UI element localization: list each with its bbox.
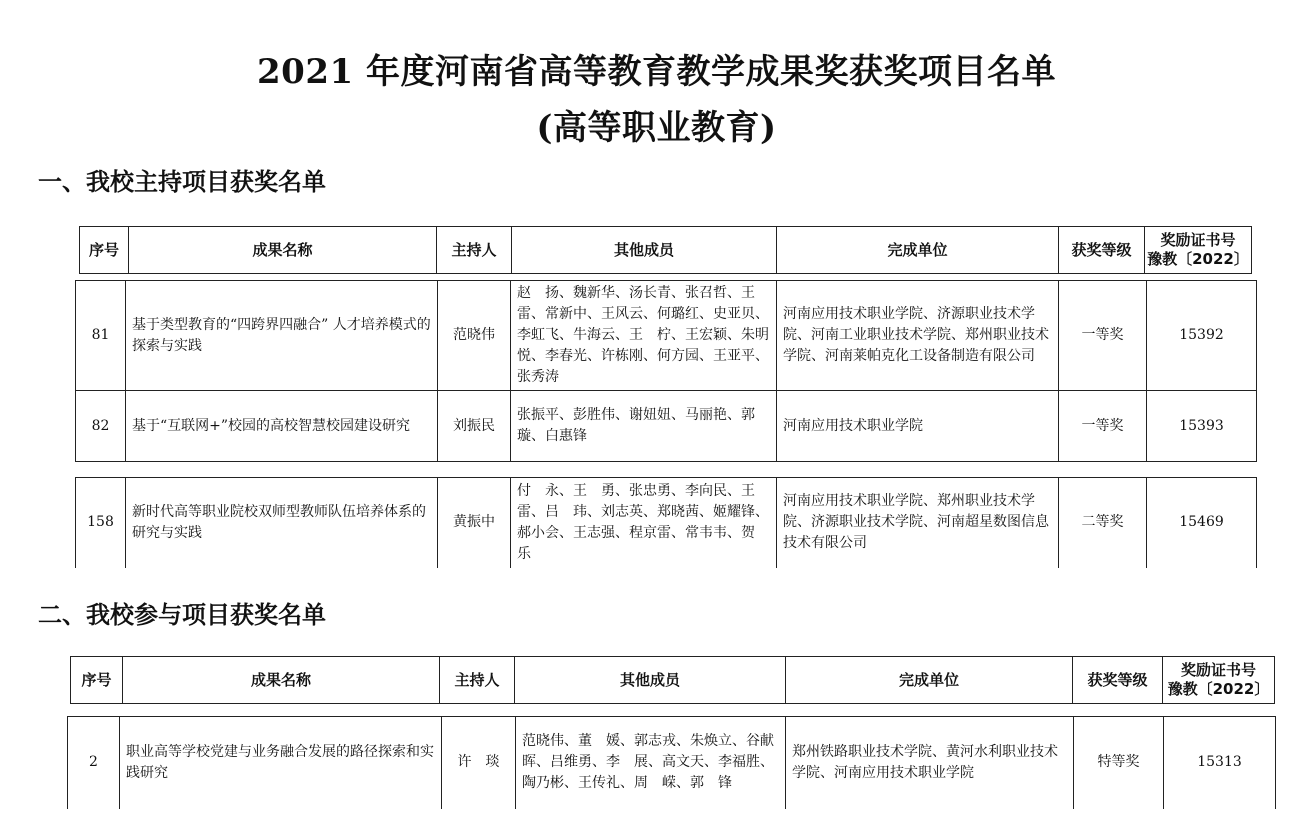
col-header-level: 获奖等级 xyxy=(1073,657,1163,704)
row-level: 一等奖 xyxy=(1059,281,1147,391)
col-header-host: 主持人 xyxy=(437,227,512,274)
col-header-cert-line2: 豫教〔2022〕 xyxy=(1167,680,1270,698)
row-members: 赵 扬、魏新华、汤长青、张召哲、王 雷、常新中、王风云、何璐红、史亚贝、李虹飞、牛海云、王 柠、王宏颖、朱明悦、李春光、许栋刚、何方园、王亚平、张秀涛 xyxy=(511,281,777,391)
row-cert: 15313 xyxy=(1164,717,1276,809)
col-header-unit: 完成单位 xyxy=(777,227,1059,274)
row-members: 范晓伟、董 媛、郭志戎、朱焕立、谷献晖、吕维勇、李 展、高文天、李福胜、陶乃彬、王传礼、周 嵘、郭 锋 xyxy=(516,717,786,809)
row-unit: 郑州铁路职业技术学院、黄河水利职业技术学院、河南应用技术职业学院 xyxy=(786,717,1074,809)
table-row xyxy=(76,391,1257,462)
page-subtitle: (高等职业教育) xyxy=(536,108,777,148)
section1-header-table xyxy=(79,226,1252,274)
row-cert: 15393 xyxy=(1147,391,1257,462)
table-row xyxy=(68,717,1276,809)
section2-header-table xyxy=(70,656,1275,704)
section1-heading: 一、我校主持项目获奖名单 xyxy=(38,167,326,196)
row-index: 2 xyxy=(68,717,120,809)
table-row xyxy=(76,478,1257,568)
row-host: 黄振中 xyxy=(438,478,511,568)
row-members: 付 永、王 勇、张忠勇、李向民、王 雷、吕 玮、刘志英、郑晓茜、姬耀锋、郝小会、王志强、程京雷、常韦韦、贺 乐 xyxy=(511,478,777,568)
section2-table-block xyxy=(67,716,1276,809)
row-host: 刘振民 xyxy=(438,391,511,462)
section2-heading: 二、我校参与项目获奖名单 xyxy=(38,600,326,629)
col-header-members: 其他成员 xyxy=(512,227,777,274)
row-unit: 河南应用技术职业学院、郑州职业技术学院、济源职业技术学院、河南超星数图信息技术有限公司 xyxy=(777,478,1059,568)
row-level: 二等奖 xyxy=(1059,478,1147,568)
col-header-cert-line1: 奖励证书号 xyxy=(1180,661,1256,679)
row-level: 一等奖 xyxy=(1059,391,1147,462)
col-header-unit: 完成单位 xyxy=(786,657,1073,704)
col-header-level: 获奖等级 xyxy=(1059,227,1145,274)
col-header-name: 成果名称 xyxy=(129,227,437,274)
section1-table-block-2 xyxy=(75,477,1257,568)
col-header-cert-line2: 豫教〔2022〕 xyxy=(1147,250,1249,268)
col-header-index: 序号 xyxy=(71,657,123,704)
row-cert: 15392 xyxy=(1147,281,1257,391)
row-name: 新时代高等职业院校双师型教师队伍培养体系的研究与实践 xyxy=(126,478,438,568)
col-header-index: 序号 xyxy=(80,227,129,274)
section1-table-block-1 xyxy=(75,280,1257,462)
row-members: 张振平、彭胜伟、谢妞妞、马丽艳、郭 璇、白惠锋 xyxy=(511,391,777,462)
row-unit: 河南应用技术职业学院 xyxy=(777,391,1059,462)
row-host: 许 琰 xyxy=(442,717,516,809)
row-unit: 河南应用技术职业学院、济源职业技术学院、河南工业职业技术学院、郑州职业技术学院、河南莱帕克化工设备制造有限公司 xyxy=(777,281,1059,391)
col-header-members: 其他成员 xyxy=(515,657,786,704)
page-title: 2021 年度河南省高等教育教学成果奖获奖项目名单 xyxy=(257,52,1056,92)
col-header-host: 主持人 xyxy=(440,657,515,704)
row-name: 基于“互联网+”校园的高校智慧校园建设研究 xyxy=(126,391,438,462)
row-index: 158 xyxy=(76,478,126,568)
row-index: 81 xyxy=(76,281,126,391)
col-header-cert xyxy=(1145,227,1252,274)
row-level: 特等奖 xyxy=(1074,717,1164,809)
row-name: 职业高等学校党建与业务融合发展的路径探索和实践研究 xyxy=(120,717,442,809)
col-header-cert-line1: 奖励证书号 xyxy=(1160,231,1236,249)
col-header-name: 成果名称 xyxy=(123,657,440,704)
row-host: 范晓伟 xyxy=(438,281,511,391)
row-cert: 15469 xyxy=(1147,478,1257,568)
row-name: 基于类型教育的“四跨界四融合” 人才培养模式的探索与实践 xyxy=(126,281,438,391)
row-index: 82 xyxy=(76,391,126,462)
table-row xyxy=(76,281,1257,391)
col-header-cert xyxy=(1163,657,1275,704)
